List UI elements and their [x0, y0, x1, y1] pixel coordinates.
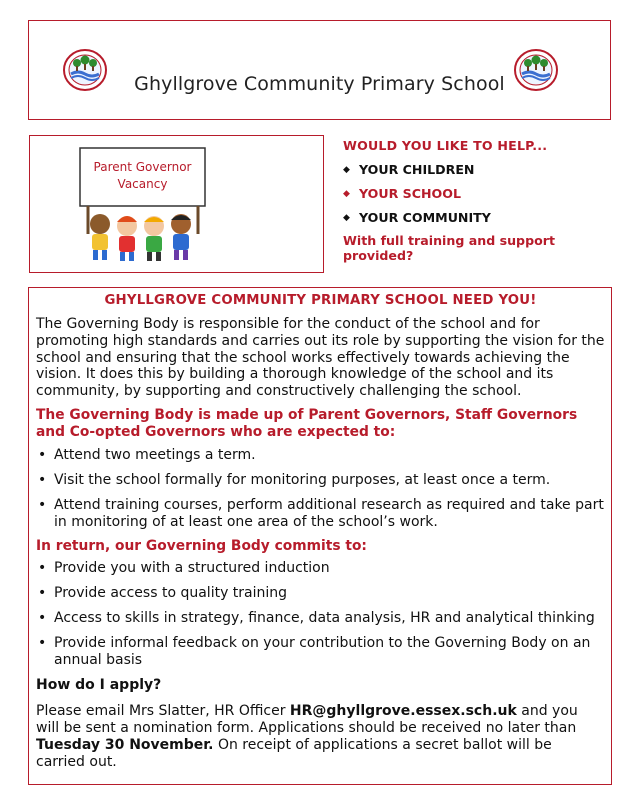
- vacancy-poster-box: [29, 135, 324, 273]
- how-to-apply-heading: How do I apply?: [36, 677, 162, 694]
- list-item: • Attend two meetings a term.: [36, 447, 605, 464]
- school-name: Ghyllgrove Community Primary School: [134, 73, 505, 95]
- help-item: [343, 210, 623, 225]
- help-heading: WOULD YOU LIKE TO HELP...: [343, 138, 548, 153]
- list-item: • Attend training courses, perform additional research as required and take part in monitoring of at least one area of the school’s work.: [36, 497, 605, 531]
- child-figure: [117, 216, 137, 261]
- main-title: GHYLLGROVE COMMUNITY PRIMARY SCHOOL NEED YOU!: [104, 293, 537, 308]
- header-banner: [28, 20, 611, 120]
- banner-line-2: Vacancy: [117, 177, 168, 191]
- help-item: [343, 186, 623, 201]
- apply-text: On receipt of applications a secret ballot will be carried out.: [36, 737, 552, 771]
- intro-paragraph: The Governing Body is responsible for the conduct of the school and for promoting high standards and carries out its role by supporting the vision for the school and ensuring that the school works effectively towards achieving the vision. It does this by building a thorough knowledge of the school and its community, by supporting and constructively challenging the school.: [36, 316, 605, 400]
- commitments-list: [36, 560, 605, 669]
- diamond-bullet-icon: ◆: [343, 164, 350, 175]
- list-item: • Visit the school formally for monitoring purposes, at least once a term.: [36, 472, 605, 489]
- banner-line-1: Parent Governor: [93, 160, 192, 174]
- school-crest-logo-right: [514, 48, 558, 92]
- main-content-box: [28, 287, 612, 785]
- child-figure: [171, 214, 191, 260]
- help-item-label: YOUR CHILDREN: [359, 162, 475, 177]
- apply-text: Please email Mrs Slatter, HR Officer: [36, 703, 290, 720]
- children-banner-illustration: [30, 136, 322, 271]
- expectations-list: [36, 447, 605, 531]
- deadline-text: Tuesday 30 November.: [36, 737, 214, 754]
- apply-text: and you will be sent a nomination form. Applications should be received no later than: [36, 703, 578, 737]
- help-closing: With full training and support provided?: [343, 233, 555, 263]
- help-section: [343, 138, 623, 263]
- list-item: • Provide you with a structured induction: [36, 560, 605, 577]
- help-item-label: YOUR SCHOOL: [359, 186, 461, 201]
- made-up-heading: The Governing Body is made up of Parent Governors, Staff Governors and Co-opted Governors who are expected to:: [36, 406, 578, 441]
- email-link[interactable]: HR@ghyllgrove.essex.sch.uk: [289, 703, 517, 720]
- child-figure: [144, 216, 164, 261]
- list-item: • Provide informal feedback on your contribution to the Governing Body on an annual basis: [36, 635, 605, 669]
- in-return-heading: In return, our Governing Body commits to:: [36, 537, 367, 554]
- diamond-bullet-icon: ◆: [343, 212, 350, 223]
- apply-paragraph: [36, 703, 605, 771]
- list-item: • Provide access to quality training: [36, 585, 605, 602]
- diamond-bullet-icon: ◆: [343, 188, 350, 199]
- list-item: • Access to skills in strategy, finance, data analysis, HR and analytical thinking: [36, 610, 605, 627]
- help-item-label: YOUR COMMUNITY: [359, 210, 491, 225]
- help-item: [343, 162, 623, 177]
- child-figure: [90, 214, 110, 260]
